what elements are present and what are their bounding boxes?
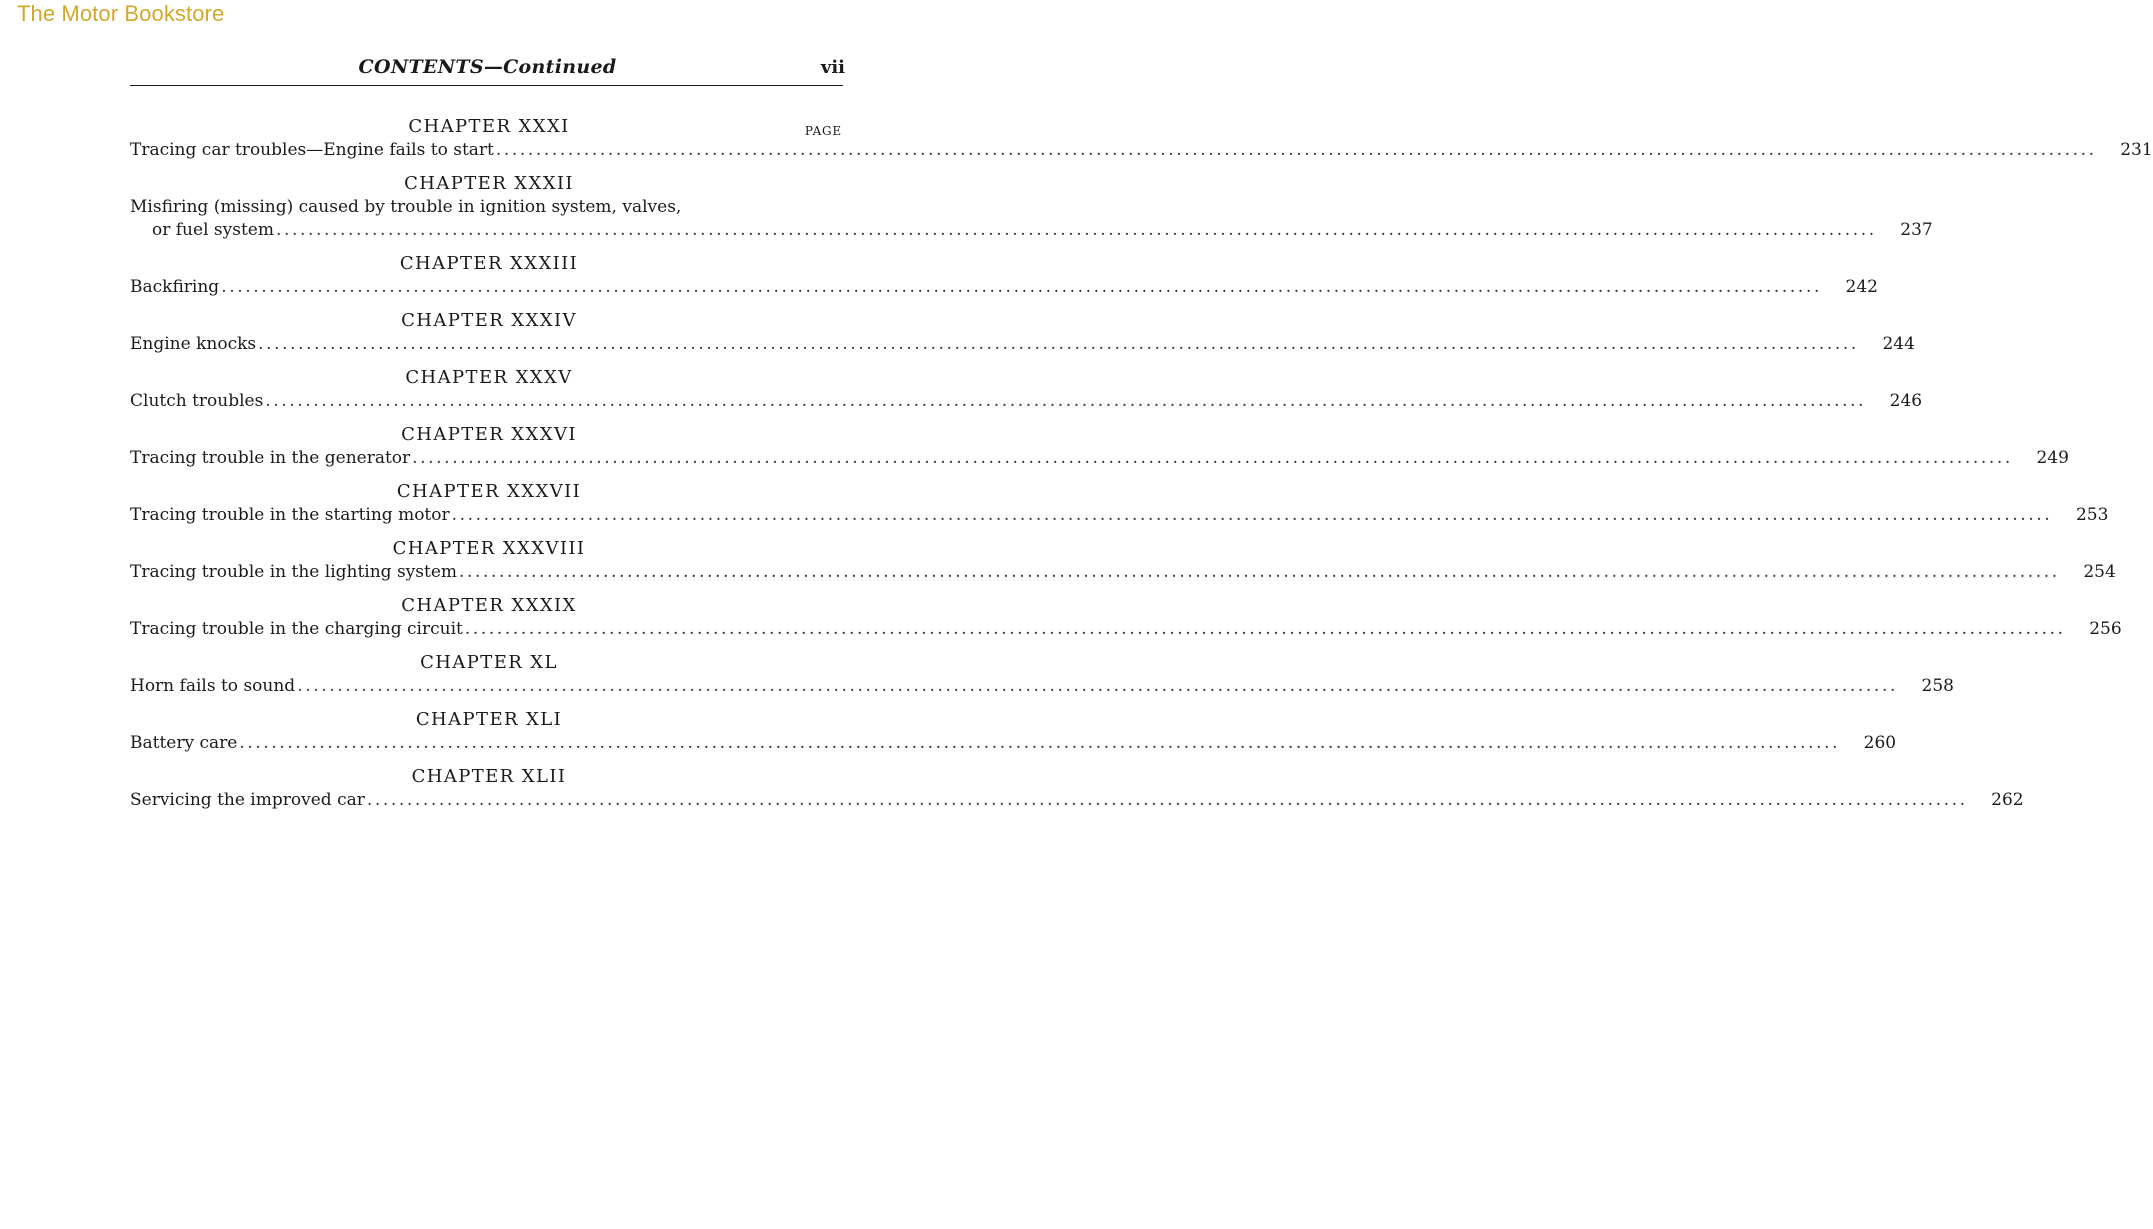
toc-chapter	[130, 707, 1897, 755]
watermark-text: The Motor Bookstore	[17, 1, 225, 26]
header-title: CONTENTS—Continued	[358, 56, 617, 78]
entry-title-line	[130, 196, 848, 219]
toc-chapter	[130, 171, 1933, 242]
entry-title-line	[130, 675, 1954, 698]
chapter-heading: CHAPTER XXXI	[408, 116, 570, 137]
entry-title-line	[130, 789, 2024, 812]
entry-title: Backfiring	[130, 277, 220, 297]
entry-title-line	[130, 618, 2122, 641]
toc-entry[interactable]	[130, 561, 2116, 584]
dot-leader: ........................................................................................................................................................................................................	[221, 277, 1822, 297]
entry-title-line	[130, 390, 1923, 413]
entry-title-line	[130, 732, 1897, 755]
dot-leader: ........................................................................................................................................................................................................	[464, 619, 2066, 639]
chapter-heading: CHAPTER XLI	[415, 709, 563, 730]
entry-title: Tracing trouble in the charging circuit	[130, 619, 463, 639]
entry-title: Horn fails to sound	[130, 676, 296, 696]
entry-page-number: 242	[1845, 277, 1878, 297]
chapter-heading: CHAPTER XXXVIII	[392, 538, 586, 559]
dot-leader: ........................................................................................................................................................................................................	[459, 562, 2060, 582]
entry-title-line	[130, 333, 1915, 356]
dot-leader: ........................................................................................................................................................................................................	[366, 790, 1968, 810]
running-header	[130, 56, 845, 84]
dot-leader: ........................................................................................................................................................................................................	[297, 676, 1898, 696]
toc-chapter	[130, 479, 2109, 527]
entry-page-number: 246	[1889, 391, 1923, 411]
dot-leader: ........................................................................................................................................................................................................	[495, 140, 2097, 160]
chapter-heading: CHAPTER XXXIV	[401, 310, 577, 331]
entry-page-number: 249	[2036, 448, 2069, 468]
toc-chapter	[130, 650, 1954, 698]
entry-title: Misfiring (missing) caused by trouble in ignition system, valves,	[130, 197, 682, 217]
toc-entry[interactable]	[130, 196, 1933, 242]
toc-chapter	[130, 593, 2122, 641]
chapter-heading: CHAPTER XXXIX	[401, 595, 577, 616]
entry-page-number: 260	[1863, 733, 1897, 753]
dot-leader: ........................................................................................................................................................................................................	[265, 391, 1867, 411]
chapter-heading: CHAPTER XXXV	[405, 367, 573, 388]
chapter-heading: CHAPTER XXXVI	[401, 424, 577, 445]
toc-entry[interactable]	[130, 139, 2153, 162]
entry-title: Servicing the improved car	[130, 790, 365, 810]
toc-entry[interactable]	[130, 732, 1897, 755]
entry-title: Clutch troubles	[130, 391, 264, 411]
toc-chapter	[130, 114, 2153, 162]
dot-leader: ........................................................................................................................................................................................................	[258, 334, 1859, 354]
dot-leader: ........................................................................................................................................................................................................	[275, 220, 1877, 240]
entry-page-number: 254	[2083, 562, 2116, 582]
entry-page-number: 244	[1882, 334, 1915, 354]
entry-page-number: 237	[1900, 220, 1933, 240]
entry-title: or fuel system	[152, 220, 274, 240]
toc-chapter	[130, 536, 2116, 584]
entry-title-line	[130, 447, 2069, 470]
toc-chapter	[130, 251, 1878, 299]
entry-title-line	[130, 561, 2116, 584]
header-rule	[130, 85, 843, 86]
header-page-number: vii	[820, 57, 845, 78]
entry-title: Tracing car troubles—Engine fails to start	[130, 140, 494, 160]
toc-entry[interactable]	[130, 675, 1954, 698]
toc-entry[interactable]	[130, 618, 2122, 641]
table-of-contents	[130, 114, 2153, 812]
dot-leader: ........................................................................................................................................................................................................	[239, 733, 1841, 753]
chapter-heading: CHAPTER XL	[420, 652, 558, 673]
entry-title: Tracing trouble in the lighting system	[130, 562, 458, 582]
toc-entry[interactable]	[130, 333, 1915, 356]
entry-title-line	[130, 276, 1878, 299]
entry-title: Tracing trouble in the generator	[130, 448, 411, 468]
toc-entry[interactable]	[130, 276, 1878, 299]
entry-title: Engine knocks	[130, 334, 257, 354]
entry-page-number: 253	[2075, 505, 2109, 525]
toc-entry[interactable]	[130, 504, 2109, 527]
entry-title-line	[130, 219, 1933, 242]
entry-page-number: 262	[1991, 790, 2024, 810]
toc-chapter	[130, 764, 2024, 812]
chapter-heading: CHAPTER XXXIII	[399, 253, 579, 274]
entry-page-number: 256	[2089, 619, 2122, 639]
entry-title-line	[130, 139, 2153, 162]
entry-page-number: 231	[2120, 140, 2153, 160]
chapter-heading: CHAPTER XXXII	[404, 173, 574, 194]
chapter-heading: CHAPTER XXXVII	[396, 481, 582, 502]
toc-entry[interactable]	[130, 390, 1923, 413]
entry-page-number: 258	[1921, 676, 1954, 696]
entry-title-line	[130, 504, 2109, 527]
toc-chapter	[130, 365, 1923, 413]
toc-chapter	[130, 422, 2069, 470]
dot-leader: ........................................................................................................................................................................................................	[412, 448, 2013, 468]
entry-title: Battery care	[130, 733, 238, 753]
toc-entry[interactable]	[130, 789, 2024, 812]
dot-leader: ........................................................................................................................................................................................................	[451, 505, 2053, 525]
page-column-label: PAGE	[804, 124, 842, 138]
chapter-heading: CHAPTER XLII	[411, 766, 567, 787]
toc-entry[interactable]	[130, 447, 2069, 470]
entry-title: Tracing trouble in the starting motor	[130, 505, 450, 525]
toc-chapter	[130, 308, 1915, 356]
